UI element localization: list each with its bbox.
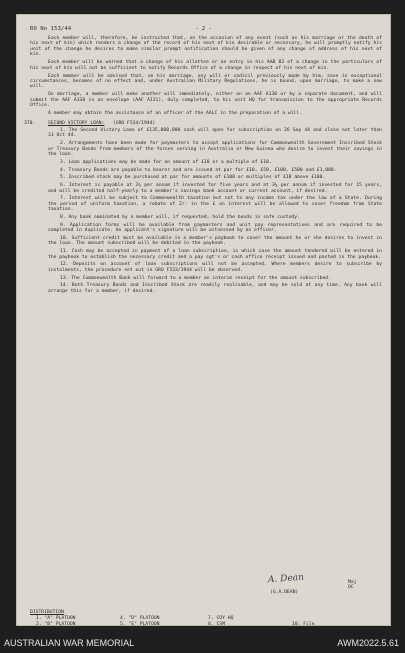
loan-item: 6. Interest is payable at 2¾ per annum if invested for five years and at 3¼ per annum if invested for 15 years, and will be credited half-yearly to a member's savings bank account or current account, if desired. [48,183,382,194]
loan-item: 9. Application forms will be available from paymasters and unit pay representatives and are required to be completed in duplicate. An applicant's signature will be witnessed by an officer. [48,222,382,234]
loan-item: 12. Deposits on account of loan subscriptions will not be accepted. Where members desire to subscribe by instalments, the procedure set out in GRO F533/1944 will be observed. [48,262,382,273]
handwritten-signature: A. Dean [267,572,305,586]
archive-name: AUSTRALIAN WAR MEMORIAL [4,638,135,648]
loan-item: 11. Cash may be accepted in payment of a loan subscription, in which case the amount tendered will be entered in the paybook to establish the necessary credit and a pay sgt's or cash office receipt issued and pasted in the paybook. [48,249,382,260]
signature-block [248,574,368,595]
distribution-title: DISTRIBUTION [30,610,64,615]
page-number: - 2 - [195,26,212,32]
loan-item: 8. Any bank nominated by a member will, if requested, hold the bonds in safe custody. [60,215,300,221]
loan-item: 5. Inscribed stock may be purchased at par for amounts of £100 or multiples of £10 above £100. [60,175,326,181]
intro-paragraph: On marriage, a member will make another will immediately, either on an AAF A130 or by a separate document, and will submit the AAF A130 in an envelope (AAF A131), duly completed, to his unit HQ for transmission to the appropriate Records Office. [30,92,382,109]
distribution-list [30,610,382,633]
intro-paragraph: Each member will be warned that a change of his allottee or an entry in his AAB 83 of a change in the particulars of his next of kin will not be sufficient to notify Records Office of a change in respect of his next of kin. [30,60,382,71]
loan-item: 4. Treasury Bonds are payable to bearer and are issued at par for £10, £50, £100, £500 and £1,000. [60,167,337,173]
intro-paragraph: Each member will be advised that, on his marriage, any will or codicil previously made by him, save in exceptional circumstances, becomes of no effect and, under Australian Military Regulations, he is bound, upon marriage, to make a new will. [30,73,382,90]
section-reference: (GRO F534/1944) [112,120,156,126]
distribution-entry: 7. COY HQ [208,616,234,622]
appointment-text: OC [348,585,354,591]
section-heading [48,121,382,126]
distribution-entry: 8. CSM [208,621,225,627]
loan-item: 1. The Second Victory Loan of £135,000,000 cash will open for subscription on 26 Sep 44 and close not later than 31 Oct 44. [48,128,382,139]
intro-paragraph: A member may obtain the assistance of an officer of the AALC in the preparation of a will. [48,111,302,117]
distribution-entry: 10. File [292,621,315,627]
distribution-entry: 4. "D" PLATOON [120,616,160,622]
distribution-entry: 5. "E" PLATOON [120,621,160,627]
archive-footer [0,632,405,653]
archive-reference: AWM2022.5.61 [337,638,399,648]
document-body [24,36,382,297]
loan-item: 10. Sufficient credit must be available in a member's paybook to cover the amount he or she desires to invest in the loan. The amount subscribed will be debited in the paybook. [48,236,382,247]
distribution-entry: 1. "A" PLATOON [36,616,76,622]
distribution-entry: 6. WKSPS PLATOON [120,627,166,633]
document-reference: RO No 153/44 [30,26,72,32]
section-title: SECOND VICTORY LOAN: [48,120,105,126]
signatory-name: (G.A.DEAN) [270,590,299,595]
distribution-grid [36,616,382,632]
distribution-entry: 3. "C" PLATOON [36,627,76,633]
victory-loan-section [24,120,382,295]
section-number: 370. [24,120,36,126]
signatory-rank [348,580,356,590]
loan-item: 14. Both Treasury Bonds and Inscribed Stock are readily realisable, and may be sold at any time. Any bank will arrange this for a member, if desired. [48,283,382,294]
loan-item: 2. Arrangements have been made for paymasters to accept applications for Commonwealth Government Inscribed Stock or Treasury Bonds from members of the forces serving in Australia or New Guinea who desire to invest their savings in the loan. [48,141,382,158]
document-page [16,14,391,633]
loan-item: 7. Interest will be subject to Commonwealth taxation but not to any income tax under the law of a State. During the period of uniform taxation, a rebate of 2/- in the £ on interest will be allowed to cover freedom from State taxation. [48,196,382,213]
rank-text: Maj [348,580,357,585]
distribution-entry: 9. War Diary [208,627,242,633]
loan-item: 13. The Commonwealth Bank will forward to a member an interim receipt for the amount subscribed. [60,275,331,281]
intro-paragraph: Each member will, therefore, be instructed that, on the occasion of any event (such as his marriage or the death of his next of kin) which renders a change of the record of his next of kin desirable or necessary, he will promptly notify his unit of the change he desires to make similar prompt notification should be given of any change of address of his next of kin. [30,36,382,58]
loan-item: 3. Loan applications may be made for an amount of £10 or a multiple of £10. [60,159,272,165]
distribution-entry: 2. "B" PLATOON [36,621,76,627]
